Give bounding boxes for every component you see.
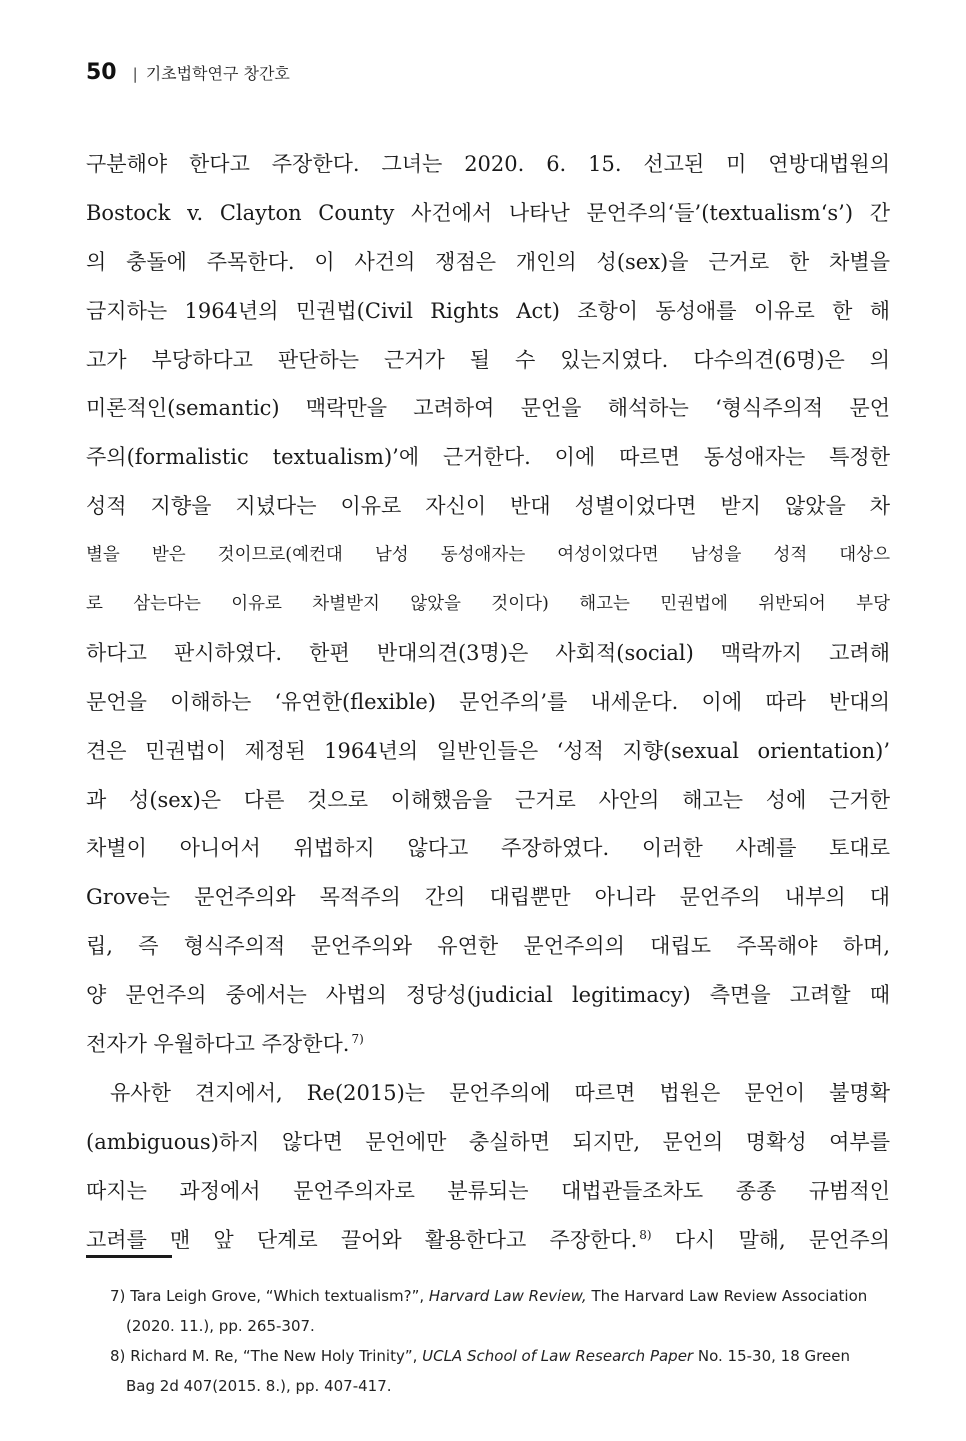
footnote-author: Tara Leigh Grove, “Which textualism?”, bbox=[130, 1287, 425, 1305]
journal-title: 기초법학연구 창간호 bbox=[145, 64, 290, 83]
footnotes bbox=[110, 1281, 890, 1401]
footnote-number: 7) bbox=[110, 1287, 126, 1305]
text-line: 별을 받은 것이므로(예컨대 남성 동성애자는 여성이었다면 남성을 성적 대상으 bbox=[86, 545, 890, 566]
text-line: 과 성(sex)은 다른 것으로 이해했음을 근거로 사안의 해고는 성에 근거한 bbox=[86, 787, 890, 812]
text-line: Grove는 문언주의와 목적주의 간의 대립뿐만 아니라 문언주의 내부의 대 bbox=[86, 885, 890, 910]
footnote-number: 8) bbox=[110, 1347, 126, 1365]
body-text bbox=[86, 140, 890, 1264]
text-line: 고가 부당하다고 판단하는 근거가 될 수 있는지였다. 다수의견(6명)은 의 bbox=[86, 347, 890, 372]
footnote-divider bbox=[86, 1255, 172, 1258]
text-line: 주의(formalistic textualism)’에 근거한다. 이에 따르면 동성애자는 특정한 bbox=[86, 445, 890, 470]
text-line: 구분해야 한다고 주장한다. 그녀는 2020. 6. 15. 선고된 미 연방대법원의 bbox=[86, 152, 890, 176]
text-line: 문언을 이해하는 ‘유연한(flexible) 문언주의’를 내세운다. 이에 따라 반대의 bbox=[86, 689, 890, 714]
text-line: 양 문언주의 중에서는 사법의 정당성(judicial legitimacy) 측면을 고려할 때 bbox=[86, 983, 890, 1008]
footnote-line bbox=[110, 1341, 890, 1371]
text-line-content-rest: 다시 말해, 문언주의 bbox=[651, 1227, 890, 1252]
footnote-line-continued: (2020. 11.), pp. 265-307. bbox=[126, 1317, 315, 1335]
text-line: 견은 민권법이 제정된 1964년의 일반인들은 ‘성적 지향(sexual orientation)’ bbox=[86, 738, 890, 763]
text-line: 립, 즉 형식주의적 문언주의와 유연한 문언주의의 대립도 주목해야 하며, bbox=[86, 934, 890, 959]
footnote-7 bbox=[110, 1281, 890, 1341]
header-separator: | bbox=[132, 65, 138, 83]
text-line-paragraph-end bbox=[86, 1020, 890, 1069]
footnote-author: Richard M. Re, “The New Holy Trinity”, bbox=[130, 1347, 418, 1365]
running-header bbox=[86, 60, 290, 85]
text-line: 로 삼는다는 이유로 차별받지 않았을 것이다) 해고는 민권법에 위반되어 부당 bbox=[86, 594, 890, 615]
footnote-8 bbox=[110, 1341, 890, 1401]
footnote-journal: UCLA School of Law Research Paper bbox=[422, 1347, 694, 1365]
text-line: Bostock v. Clayton County 사건에서 나타난 문언주의‘들’(textualism‘s’) 간 bbox=[86, 200, 890, 225]
text-line-content: 고려를 맨 앞 단계로 끌어와 활용한다고 주장한다. bbox=[86, 1227, 638, 1252]
text-line: (ambiguous)하지 않다면 문언에만 충실하면 되지만, 문언의 명확성 여부를 bbox=[86, 1129, 890, 1154]
text-line-content: 전자가 우월하다고 주장한다. bbox=[86, 1032, 350, 1057]
text-line: 성적 지향을 지녔다는 이유로 자신이 반대 성별이었다면 받지 않았을 차 bbox=[86, 494, 890, 519]
text-line: 하다고 판시하였다. 한편 반대의견(3명)은 사회적(social) 맥락까지 고려해 bbox=[86, 640, 890, 665]
page-number: 50 bbox=[86, 60, 117, 85]
footnote-line bbox=[110, 1281, 890, 1311]
text-line-with-ref bbox=[86, 1216, 890, 1265]
footnote-journal: Harvard Law Review, bbox=[428, 1287, 587, 1305]
footnote-ref-8[interactable]: 8) bbox=[639, 1227, 652, 1242]
text-line: 차별이 아니어서 위법하지 않다고 주장하였다. 이러한 사례를 토대로 bbox=[86, 836, 890, 861]
footnote-ref-7[interactable]: 7) bbox=[351, 1032, 364, 1047]
text-line: 금지하는 1964년의 민권법(Civil Rights Act) 조항이 동성애를 이유로 한 해 bbox=[86, 298, 890, 323]
text-line-paragraph-start: 유사한 견지에서, Re(2015)는 문언주의에 따르면 법원은 문언이 불명확 bbox=[110, 1080, 890, 1105]
footnote-line-continued: Bag 2d 407(2015. 8.), pp. 407-417. bbox=[126, 1377, 392, 1395]
footnote-publisher: No. 15-30, 18 Green bbox=[697, 1347, 850, 1365]
text-line: 따지는 과정에서 문언주의자로 분류되는 대법관들조차도 종종 규범적인 bbox=[86, 1178, 890, 1203]
footnote-publisher: The Harvard Law Review Association bbox=[591, 1287, 868, 1305]
text-line: 미론적인(semantic) 맥락만을 고려하여 문언을 해석하는 ‘형식주의적 문언 bbox=[86, 396, 890, 421]
text-line: 의 충돌에 주목한다. 이 사건의 쟁점은 개인의 성(sex)을 근거로 한 차별을 bbox=[86, 249, 890, 274]
